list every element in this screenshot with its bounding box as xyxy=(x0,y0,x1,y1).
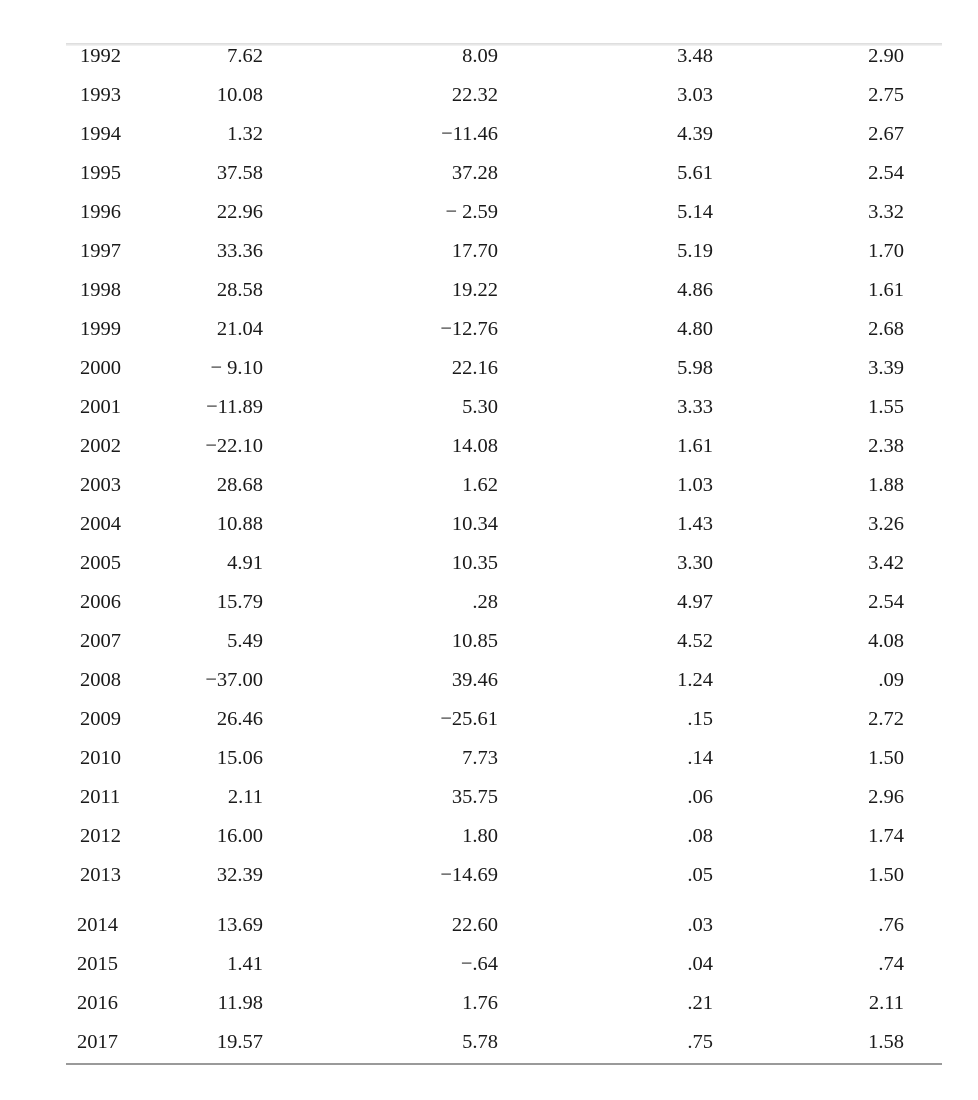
year-cell: 2015 xyxy=(77,953,118,975)
table-row xyxy=(0,668,978,707)
column-2-cell: 39.46 xyxy=(451,669,498,691)
column-1-cell: 22.96 xyxy=(216,201,263,223)
column-1-cell: 2.11 xyxy=(227,786,263,808)
column-2-cell: 19.22 xyxy=(451,279,498,301)
column-1-cell: −22.10 xyxy=(205,435,263,457)
column-3-cell: .21 xyxy=(687,992,713,1014)
column-3-cell: .15 xyxy=(687,708,713,730)
year-cell: 1998 xyxy=(80,279,121,301)
column-4-cell: 2.96 xyxy=(868,786,904,808)
year-cell: 2016 xyxy=(77,992,118,1014)
year-cell: 1997 xyxy=(80,240,121,262)
year-cell: 2013 xyxy=(80,864,121,886)
year-cell: 2003 xyxy=(80,474,121,496)
column-2-cell: 17.70 xyxy=(451,240,498,262)
table-row xyxy=(0,239,978,278)
column-2-cell: 22.16 xyxy=(451,357,498,379)
year-cell: 1996 xyxy=(80,201,121,223)
column-3-cell: 4.86 xyxy=(677,279,713,301)
column-3-cell: 5.98 xyxy=(677,357,713,379)
column-2-cell: 22.32 xyxy=(451,84,498,106)
column-3-cell: 4.80 xyxy=(677,318,713,340)
column-1-cell: 37.58 xyxy=(216,162,263,184)
year-cell: 2004 xyxy=(80,513,121,535)
column-2-cell: .28 xyxy=(472,591,498,613)
table-row xyxy=(0,122,978,161)
column-4-cell: 2.11 xyxy=(868,992,904,1014)
year-cell: 2017 xyxy=(77,1031,118,1053)
column-3-cell: .05 xyxy=(687,864,713,886)
column-4-cell: 1.50 xyxy=(868,864,904,886)
column-4-cell: 2.90 xyxy=(868,45,904,67)
column-3-cell: 1.24 xyxy=(677,669,713,691)
column-1-cell: 1.32 xyxy=(227,123,263,145)
column-3-cell: 4.97 xyxy=(677,591,713,613)
column-1-cell: −37.00 xyxy=(205,669,263,691)
column-3-cell: 5.14 xyxy=(677,201,713,223)
table-row xyxy=(0,473,978,512)
column-4-cell: 1.55 xyxy=(868,396,904,418)
column-3-cell: 4.52 xyxy=(677,630,713,652)
table-row xyxy=(0,83,978,122)
column-3-cell: .06 xyxy=(687,786,713,808)
column-3-cell: 1.03 xyxy=(677,474,713,496)
year-cell: 2002 xyxy=(80,435,121,457)
column-1-cell: 33.36 xyxy=(216,240,263,262)
column-3-cell: 1.43 xyxy=(677,513,713,535)
column-2-cell: 5.30 xyxy=(462,396,498,418)
column-4-cell: 1.88 xyxy=(868,474,904,496)
column-1-cell: 10.88 xyxy=(216,513,263,535)
column-3-cell: 1.61 xyxy=(677,435,713,457)
column-4-cell: .74 xyxy=(878,953,904,975)
year-cell: 2006 xyxy=(80,591,121,613)
column-1-cell: −11.89 xyxy=(206,396,263,418)
table-bottom-rule xyxy=(66,1063,942,1065)
year-cell: 2009 xyxy=(80,708,121,730)
column-2-cell: 37.28 xyxy=(451,162,498,184)
table-row xyxy=(0,746,978,785)
column-2-cell: −14.69 xyxy=(440,864,498,886)
year-cell: 2008 xyxy=(80,669,121,691)
year-cell: 1993 xyxy=(80,84,121,106)
column-1-cell: 5.49 xyxy=(227,630,263,652)
table-row xyxy=(0,161,978,200)
table-row xyxy=(0,629,978,668)
table-row xyxy=(0,863,978,902)
year-cell: 2010 xyxy=(80,747,121,769)
table-row xyxy=(0,785,978,824)
column-2-cell: −.64 xyxy=(460,953,498,975)
column-4-cell: 2.68 xyxy=(868,318,904,340)
column-4-cell: 3.26 xyxy=(868,513,904,535)
column-1-cell: 21.04 xyxy=(216,318,263,340)
column-2-cell: 10.35 xyxy=(451,552,498,574)
column-4-cell: 3.42 xyxy=(868,552,904,574)
table-row xyxy=(0,707,978,746)
year-cell: 1999 xyxy=(80,318,121,340)
column-1-cell: 15.79 xyxy=(216,591,263,613)
column-3-cell: .08 xyxy=(687,825,713,847)
table-row xyxy=(0,952,978,991)
column-3-cell: 3.03 xyxy=(677,84,713,106)
column-2-cell: − 2.59 xyxy=(445,201,498,223)
column-2-cell: −11.46 xyxy=(441,123,498,145)
year-cell: 2011 xyxy=(80,786,121,808)
column-1-cell: 28.68 xyxy=(216,474,263,496)
table-row xyxy=(0,824,978,863)
table-row xyxy=(0,590,978,629)
year-cell: 1994 xyxy=(80,123,121,145)
column-2-cell: 10.85 xyxy=(451,630,498,652)
column-2-cell: 1.80 xyxy=(462,825,498,847)
column-1-cell: 1.41 xyxy=(227,953,263,975)
table-row xyxy=(0,395,978,434)
column-1-cell: − 9.10 xyxy=(210,357,263,379)
column-3-cell: 5.19 xyxy=(677,240,713,262)
column-2-cell: 14.08 xyxy=(451,435,498,457)
table-row xyxy=(0,991,978,1030)
year-cell: 2005 xyxy=(80,552,121,574)
year-cell: 2014 xyxy=(77,914,118,936)
table-row xyxy=(0,317,978,356)
column-2-cell: 35.75 xyxy=(451,786,498,808)
table-row xyxy=(0,44,978,83)
column-2-cell: 5.78 xyxy=(462,1031,498,1053)
column-4-cell: 1.61 xyxy=(868,279,904,301)
column-4-cell: 3.32 xyxy=(868,201,904,223)
column-1-cell: 19.57 xyxy=(216,1031,263,1053)
column-4-cell: 4.08 xyxy=(868,630,904,652)
year-cell: 2001 xyxy=(80,396,121,418)
column-4-cell: 2.54 xyxy=(868,162,904,184)
column-1-cell: 13.69 xyxy=(216,914,263,936)
column-1-cell: 10.08 xyxy=(216,84,263,106)
column-1-cell: 11.98 xyxy=(217,992,263,1014)
table-row xyxy=(0,278,978,317)
column-1-cell: 16.00 xyxy=(216,825,263,847)
column-2-cell: 1.76 xyxy=(462,992,498,1014)
column-3-cell: .14 xyxy=(687,747,713,769)
column-1-cell: 32.39 xyxy=(216,864,263,886)
table-row xyxy=(0,356,978,395)
column-3-cell: 5.61 xyxy=(677,162,713,184)
column-1-cell: 26.46 xyxy=(216,708,263,730)
column-1-cell: 4.91 xyxy=(227,552,263,574)
year-cell: 1995 xyxy=(80,162,121,184)
column-4-cell: 1.74 xyxy=(868,825,904,847)
table-row xyxy=(0,434,978,473)
column-2-cell: −25.61 xyxy=(440,708,498,730)
column-4-cell: 2.38 xyxy=(868,435,904,457)
column-4-cell: .76 xyxy=(878,914,904,936)
column-4-cell: .09 xyxy=(878,669,904,691)
column-2-cell: −12.76 xyxy=(440,318,498,340)
column-3-cell: .75 xyxy=(687,1031,713,1053)
column-1-cell: 15.06 xyxy=(216,747,263,769)
table-row xyxy=(0,551,978,590)
table-row xyxy=(0,200,978,239)
column-4-cell: 3.39 xyxy=(868,357,904,379)
column-2-cell: 8.09 xyxy=(462,45,498,67)
column-4-cell: 1.70 xyxy=(868,240,904,262)
column-3-cell: 3.33 xyxy=(677,396,713,418)
column-3-cell: .04 xyxy=(687,953,713,975)
column-1-cell: 7.62 xyxy=(227,45,263,67)
column-4-cell: 2.75 xyxy=(868,84,904,106)
year-cell: 2000 xyxy=(80,357,121,379)
column-2-cell: 10.34 xyxy=(451,513,498,535)
column-3-cell: 4.39 xyxy=(677,123,713,145)
column-2-cell: 22.60 xyxy=(451,914,498,936)
column-1-cell: 28.58 xyxy=(216,279,263,301)
column-4-cell: 2.72 xyxy=(868,708,904,730)
column-4-cell: 1.58 xyxy=(868,1031,904,1053)
column-4-cell: 2.67 xyxy=(868,123,904,145)
column-2-cell: 7.73 xyxy=(462,747,498,769)
year-cell: 2012 xyxy=(80,825,121,847)
year-cell: 1992 xyxy=(80,45,121,67)
column-3-cell: 3.30 xyxy=(677,552,713,574)
table-row xyxy=(0,913,978,952)
column-3-cell: 3.48 xyxy=(677,45,713,67)
year-cell: 2007 xyxy=(80,630,121,652)
column-2-cell: 1.62 xyxy=(462,474,498,496)
column-4-cell: 1.50 xyxy=(868,747,904,769)
column-4-cell: 2.54 xyxy=(868,591,904,613)
table-row xyxy=(0,512,978,551)
column-3-cell: .03 xyxy=(687,914,713,936)
